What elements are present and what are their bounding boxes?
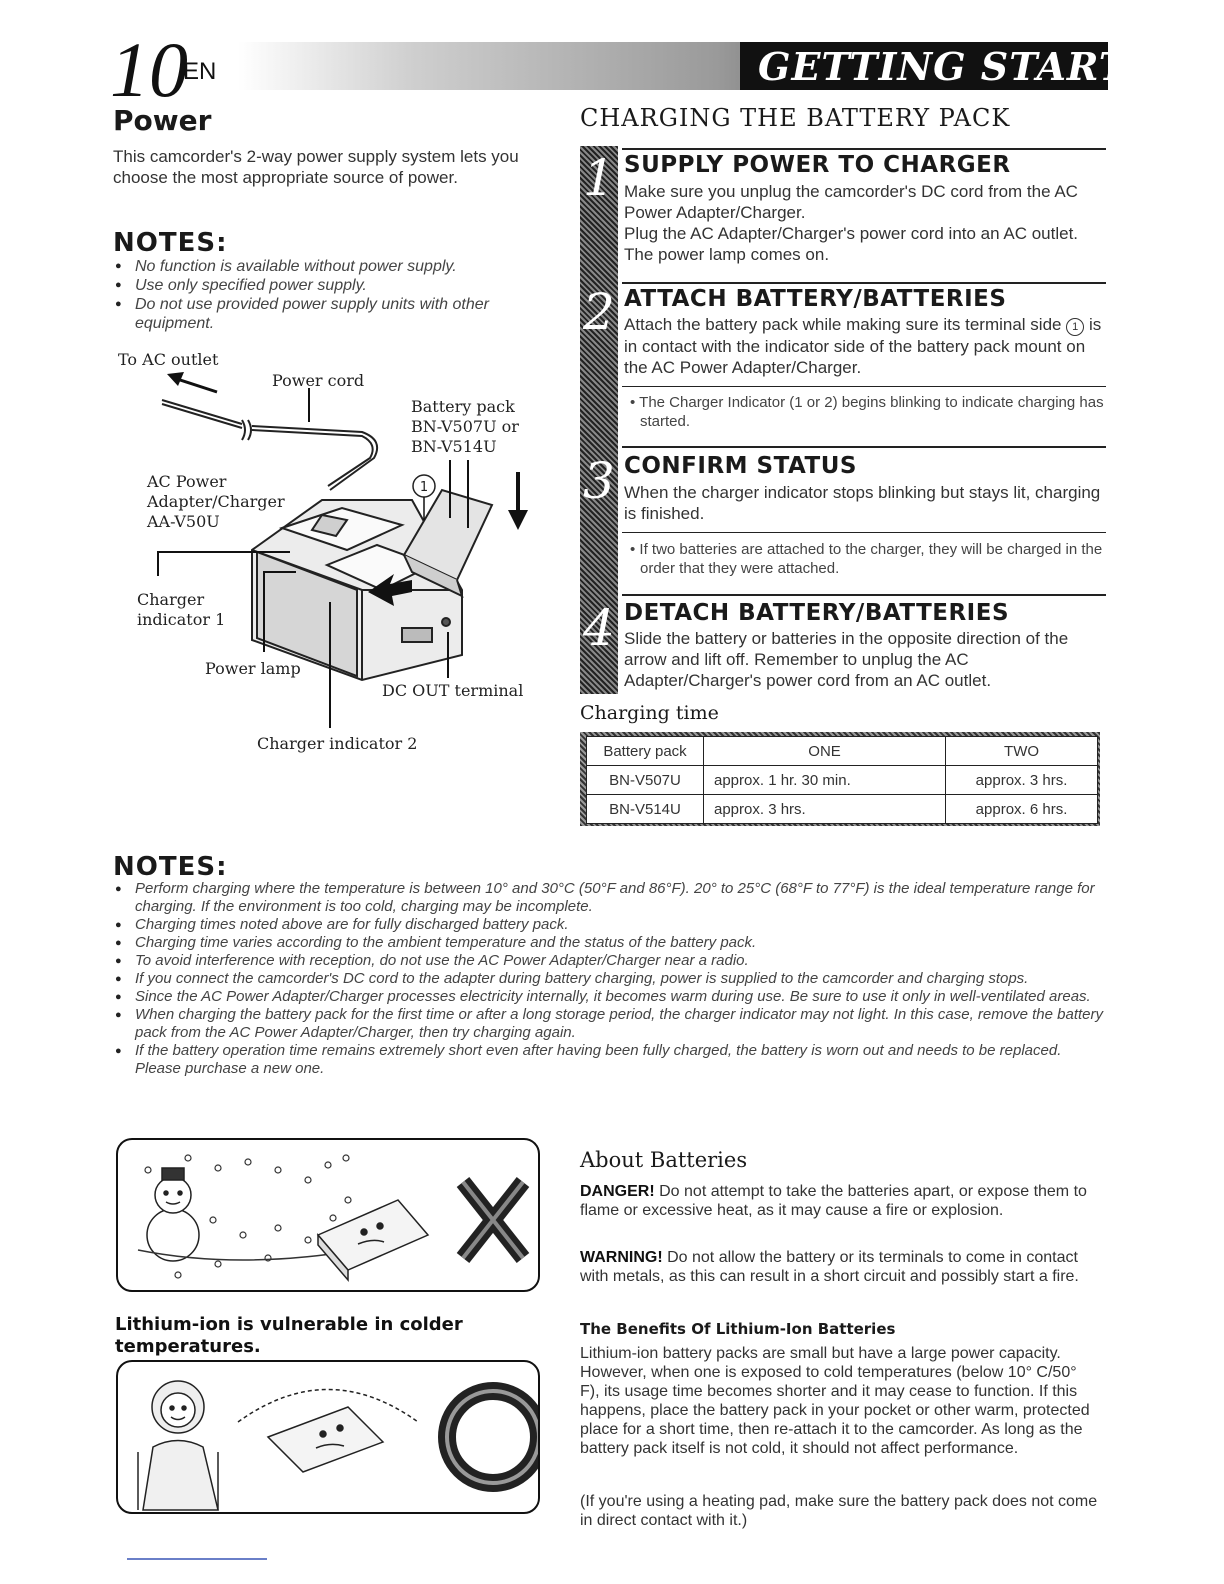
label-power-cord: Power cord <box>272 371 365 390</box>
table-header-cell: ONE <box>704 737 946 766</box>
step-2-note: • The Charger Indicator (1 or 2) begins blinking to indicate charging has started. <box>630 394 1104 430</box>
step-2-body-before: Attach the battery pack while making sure its terminal side <box>624 315 1062 334</box>
note-item: ● If the battery operation time remains extremely short even after having been fully charged, the battery is worn out and needs to be replaced. Please purchase a new one. <box>113 1042 1105 1078</box>
label-battery-model-1: BN-V507U or <box>411 417 519 436</box>
cold-battery-icon <box>318 1200 428 1280</box>
step-3-title: CONFIRM STATUS <box>624 453 857 479</box>
label-battery-pack: Battery pack <box>411 397 515 416</box>
step-2-number: 2 <box>583 283 615 341</box>
table-cell: BN-V507U <box>587 766 704 795</box>
notes-top-list <box>113 257 543 333</box>
label-adapter-model: AA-V50U <box>147 512 220 531</box>
table-cell: BN-V514U <box>587 795 704 824</box>
step-1-title: SUPPLY POWER TO CHARGER <box>624 152 1011 178</box>
charging-time-table-frame <box>580 732 1100 826</box>
page-language: EN <box>183 58 217 85</box>
label-adapter-line2: Adapter/Charger <box>147 492 285 511</box>
note-item: ● Do not use provided power supply units with other equipment. <box>113 295 543 333</box>
table-row <box>587 795 1098 824</box>
step-3-rule <box>622 446 1106 448</box>
charging-time-table <box>586 736 1098 824</box>
step-2-body <box>624 314 1106 378</box>
warning-label: WARNING! <box>580 1249 663 1266</box>
step-3-body: When the charger indicator stops blinking but stays lit, charging is finished. <box>624 483 1101 523</box>
step-4-body: Slide the battery or batteries in the opposite direction of the arrow and lift off. Remember to unplug the AC Adapter/Charger's power cord from an AC outlet. <box>624 629 1069 690</box>
about-batteries-heading: About Batteries <box>580 1148 748 1172</box>
step-2-title: ATTACH BATTERY/BATTERIES <box>624 286 1007 312</box>
charging-time-heading: Charging time <box>580 702 719 724</box>
terminal-mark: 1 <box>419 480 429 495</box>
circle-ok-icon <box>447 1391 538 1483</box>
note-item: ● Charging times noted above are for fully discharged battery pack. <box>113 916 1105 934</box>
warm-battery-icon <box>238 1390 418 1473</box>
table-cell: approx. 3 hrs. <box>946 766 1098 795</box>
bottom-rule <box>127 1558 267 1560</box>
person-icon <box>138 1381 218 1510</box>
charging-heading: CHARGING THE BATTERY PACK <box>580 104 1011 132</box>
step-1-body <box>624 181 1106 265</box>
note-item: ● Since the AC Power Adapter/Charger processes electricity internally, it becomes warm during use. Be sure to use it only in well-ventilated areas. <box>113 988 1105 1006</box>
label-charger-indicator-2: Charger indicator 2 <box>257 734 418 753</box>
notes-bottom-list <box>113 880 1105 1078</box>
table-row <box>587 766 1098 795</box>
note-item: ● When charging the battery pack for the first time or after a long storage period, the charger indicator may not light. In this case, remove the battery pack from the AC Power Adapter/Charger, then try charging again. <box>113 1006 1105 1042</box>
benefits-heading: The Benefits Of Lithium-Ion Batteries <box>580 1320 896 1338</box>
step-3-number: 3 <box>583 452 615 510</box>
power-intro: This camcorder's 2-way power supply system lets you choose the most appropriate source of power. <box>113 147 519 187</box>
note-item: ● Use only specified power supply. <box>113 276 543 295</box>
step-2-body-after: is in contact with the indicator side of the battery pack mount on the AC Power Adapter/Charger. <box>624 315 1102 377</box>
table-cell: approx. 6 hrs. <box>946 795 1098 824</box>
step-2-note-text: The Charger Indicator (1 or 2) begins blinking to indicate charging has started. <box>639 394 1104 430</box>
notes-bottom <box>113 852 1105 1078</box>
warm-illustration <box>118 1362 538 1512</box>
down-arrow <box>508 472 528 530</box>
note-item: ● Perform charging where the temperature is between 10° and 30°C (50°F and 86°F). 20° to 25°C (68°F to 77°F) is the ideal temperature range for charging. If the environment is too cold, charging may be incomplete. <box>113 880 1105 916</box>
note-item: ● No function is available without power supply. <box>113 257 543 276</box>
power-heading: Power <box>113 104 212 137</box>
step-4-rule <box>622 594 1106 596</box>
step-4-number: 4 <box>583 599 615 657</box>
notes-bottom-title: NOTES: <box>113 852 228 882</box>
note-item: ● To avoid interference with reception, do not use the AC Power Adapter/Charger near a radio. <box>113 952 1105 970</box>
snowman-icon <box>147 1168 199 1261</box>
danger-text: Do not attempt to take the batteries apart, or expose them to flame or excessive heat, as it may cause a fire or explosion. <box>580 1183 1087 1219</box>
lithium-caption: Lithium-ion is vulnerable in colder temperatures. <box>115 1314 463 1357</box>
table-cell: approx. 3 hrs. <box>704 795 946 824</box>
label-power-lamp: Power lamp <box>205 659 301 678</box>
step-3-note-rule <box>622 532 1106 533</box>
cross-icon <box>463 1182 523 1258</box>
table-header-cell: Battery pack <box>587 737 704 766</box>
cold-illustration-box <box>116 1138 540 1292</box>
heating-pad-note: (If you're using a heating pad, make sure the battery pack does not come in direct contact with it.) <box>580 1493 1098 1529</box>
table-header-row <box>587 737 1098 766</box>
benefits-text: Lithium-ion battery packs are small but have a large power capacity. However, when one is exposed to cold temperatures (below 10° C/50° F), its usage time becomes shorter and it may cease to function. If this happens, place the battery pack in your pocket or other warm, protected place for a short time, then re-attach it to the camcorder. As long as the battery pack itself is not cold, it should not affect performance. <box>580 1345 1090 1457</box>
label-adapter-line1: AC Power <box>147 472 227 491</box>
section-title: GETTING STARTED <box>758 44 1193 89</box>
step-4-title: DETACH BATTERY/BATTERIES <box>624 600 1010 626</box>
label-charger-indicator-1b: indicator 1 <box>137 610 226 629</box>
notes-top-title: NOTES: <box>113 228 228 258</box>
label-battery-model-2: BN-V514U <box>411 437 497 456</box>
warning-paragraph <box>580 1248 1100 1286</box>
note-item: ● If you connect the camcorder's DC cord to the adapter during battery charging, power is supplied to the camcorder and charging stops. <box>113 970 1105 988</box>
label-charger-indicator-1a: Charger <box>137 590 205 609</box>
cold-illustration <box>118 1140 538 1290</box>
warm-illustration-box <box>116 1360 540 1514</box>
step-1-number: 1 <box>583 149 615 207</box>
warning-text: Do not allow the battery or its terminals to come in contact with metals, as this can result in a short circuit and possibly start a fire. <box>580 1249 1079 1285</box>
step-1-body-p2: Plug the AC Adapter/Charger's power cord into an AC outlet. The power lamp comes on. <box>624 224 1079 264</box>
table-header-cell: TWO <box>946 737 1098 766</box>
step-1-rule <box>622 148 1106 150</box>
step-3-note-text: If two batteries are attached to the charger, they will be charged in the order that they were attached. <box>639 541 1103 577</box>
notes-top <box>113 228 543 333</box>
step-2-rule <box>622 282 1106 284</box>
step-2-note-rule <box>622 386 1106 387</box>
step-1-body-p1: Make sure you unplug the camcorder's DC cord from the AC Power Adapter/Charger. <box>624 182 1078 222</box>
label-dc-out: DC OUT terminal <box>382 681 524 700</box>
table-cell: approx. 1 hr. 30 min. <box>704 766 946 795</box>
danger-paragraph <box>580 1182 1100 1220</box>
danger-label: DANGER! <box>580 1183 655 1200</box>
terminal-circle-mark: 1 <box>1066 318 1084 336</box>
step-3-note: • If two batteries are attached to the charger, they will be charged in the order that they were attached. <box>630 541 1103 577</box>
label-to-ac-outlet: To AC outlet <box>118 350 219 369</box>
ac-outlet-arrow <box>167 372 217 392</box>
page-number: 10 <box>110 26 188 113</box>
note-item: ● Charging time varies according to the ambient temperature and the status of the battery pack. <box>113 934 1105 952</box>
